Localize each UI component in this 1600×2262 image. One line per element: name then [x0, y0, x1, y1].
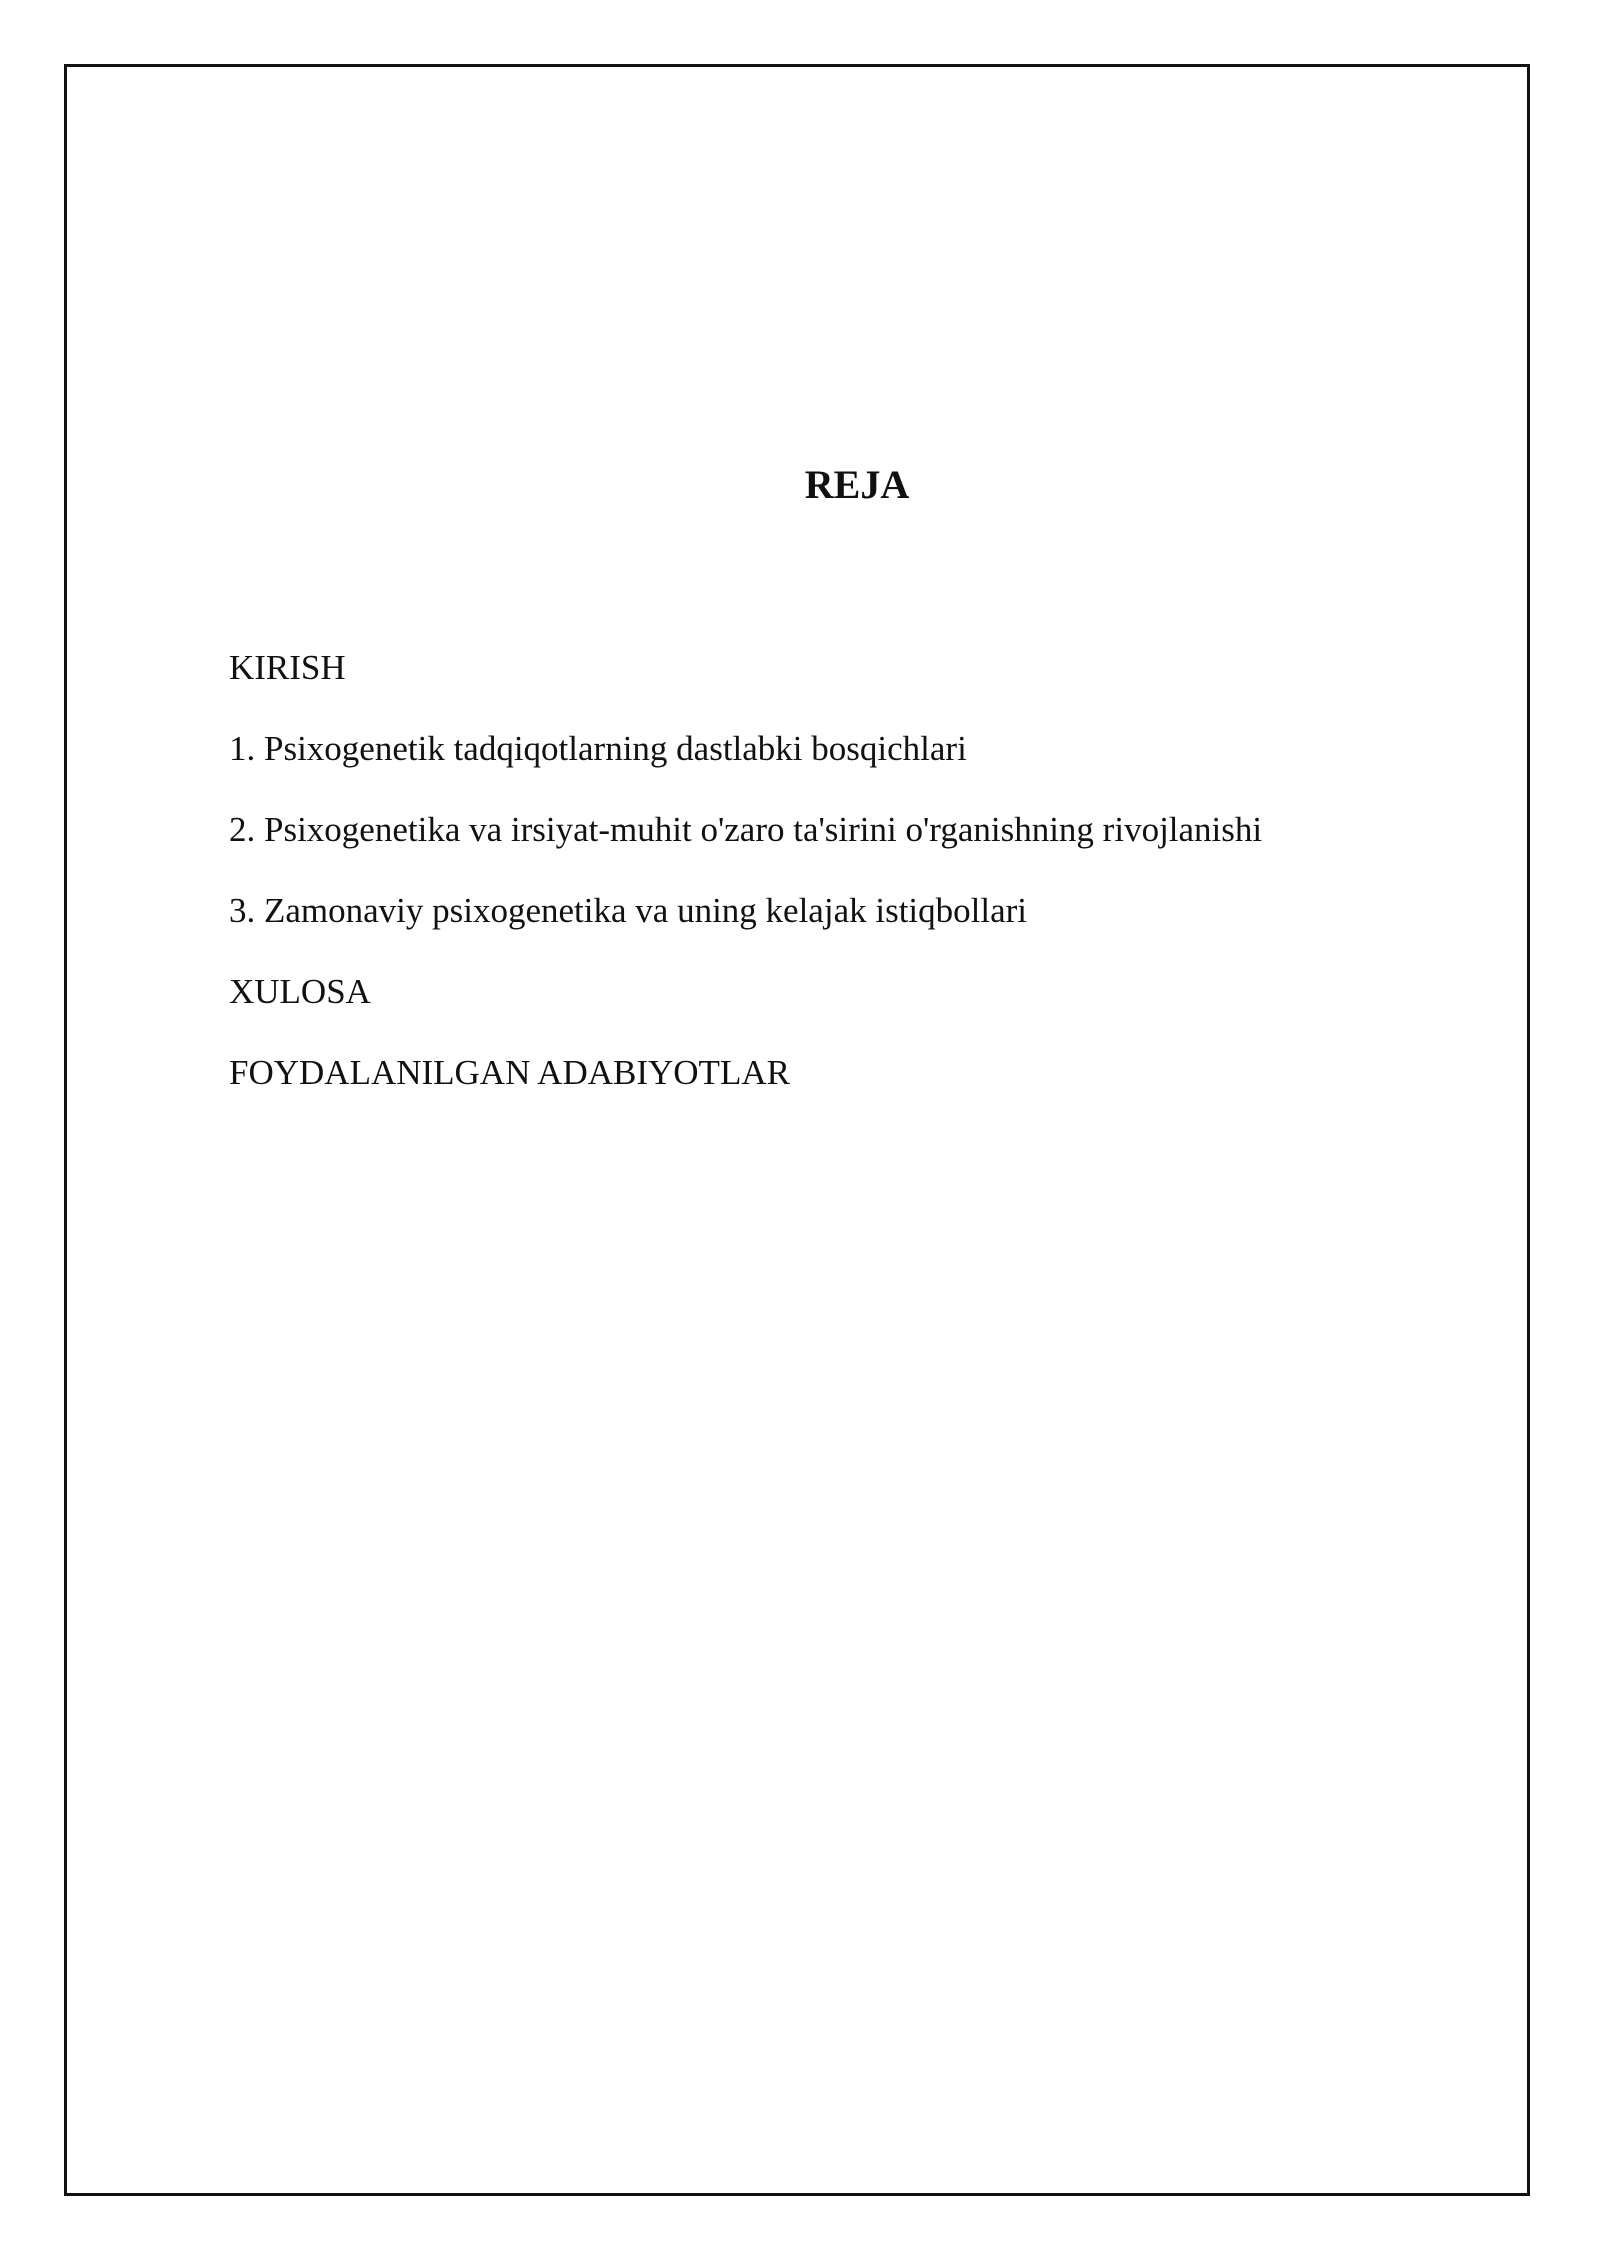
table-of-contents	[229, 638, 1449, 1124]
toc-item-introduction: KIRISH	[229, 648, 346, 687]
toc-item-references: FOYDALANILGAN ADABIYOTLAR	[229, 1053, 790, 1092]
toc-item-2: 2. Psixogenetika va irsiyat-muhit o'zaro ta'sirini o'rganishning rivojlanishi	[229, 810, 1263, 849]
toc-item-3: 3. Zamonaviy psixogenetika va uning kelajak istiqbollari	[229, 891, 1028, 930]
page-title: REJA	[804, 462, 910, 507]
toc-item-conclusion: XULOSA	[229, 972, 371, 1011]
page-border	[64, 64, 1530, 2196]
toc-item-1: 1. Psixogenetik tadqiqotlarning dastlabki bosqichlari	[229, 729, 967, 768]
